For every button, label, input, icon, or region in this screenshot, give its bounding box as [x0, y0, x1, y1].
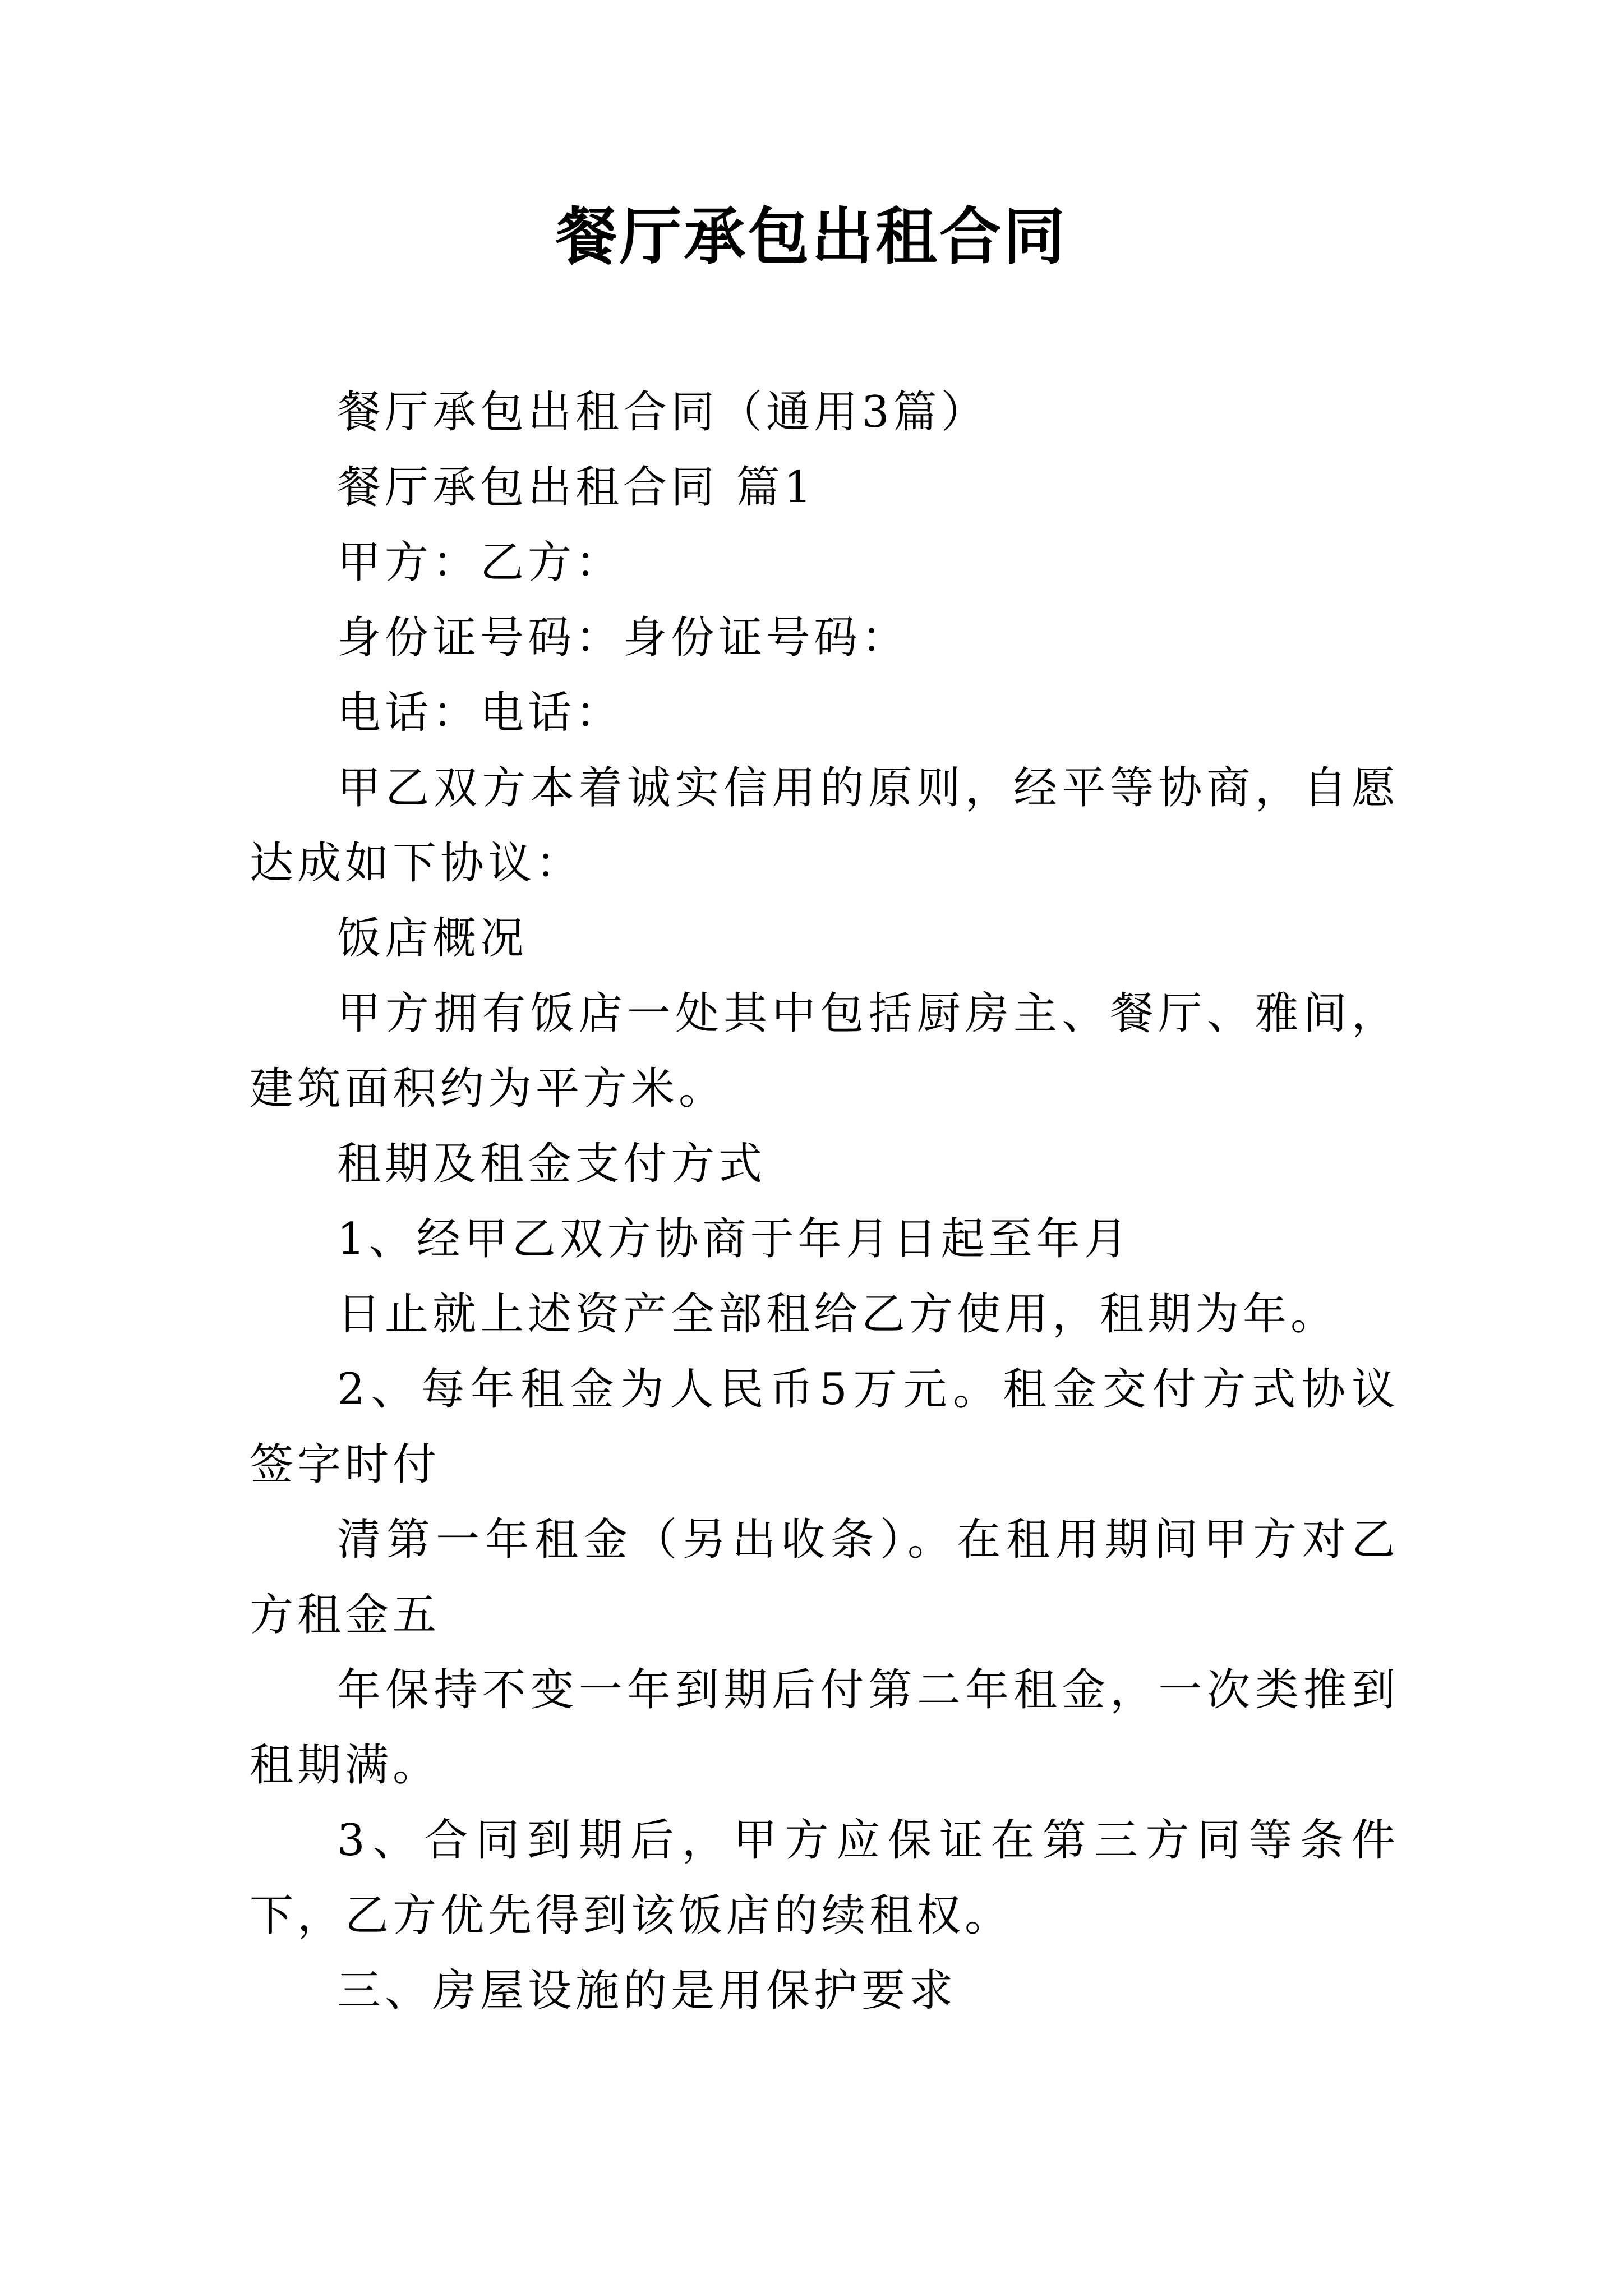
paragraph: 年保持不变一年到期后付第二年租金，一次类推到租期满。: [250, 1665, 1399, 1791]
paragraph: 甲方：乙方：: [337, 537, 624, 588]
paragraph: 三、房屋设施的是用保护要求: [337, 1966, 957, 2016]
paragraph: 租期及租金支付方式: [337, 1139, 767, 1189]
paragraph: 甲方拥有饭店一处其中包括厨房主、餐厅、雅间，建筑面积约为平方米。: [250, 988, 1399, 1114]
paragraph: 1、经甲乙双方协商于年月日起至年月: [337, 1214, 1132, 1264]
paragraph: 清第一年租金（另出收条）。在租用期间甲方对乙方租金五: [250, 1515, 1399, 1640]
paragraph: 3、合同到期后，甲方应保证在第三方同等条件下，乙方优先得到该饭店的续租权。: [250, 1815, 1399, 1941]
document-title: 餐厅承包出租合同: [556, 200, 1067, 273]
paragraph: 电话：电话：: [337, 688, 624, 738]
paragraph: 身份证号码：身份证号码：: [337, 613, 910, 663]
paragraph: 甲乙双方本着诚实信用的原则，经平等协商，自愿达成如下协议：: [250, 763, 1399, 889]
paragraph: 餐厅承包出租合同 篇1: [337, 462, 816, 513]
document-body: [250, 375, 1399, 2028]
paragraph: 日止就上述资产全部租给乙方使用，租期为年。: [337, 1289, 1339, 1340]
paragraph: 2、每年租金为人民币5万元。租金交付方式协议签字时付: [250, 1364, 1399, 1490]
paragraph: 饭店概况: [337, 913, 528, 964]
paragraph: 餐厅承包出租合同（通用3篇）: [337, 387, 989, 438]
